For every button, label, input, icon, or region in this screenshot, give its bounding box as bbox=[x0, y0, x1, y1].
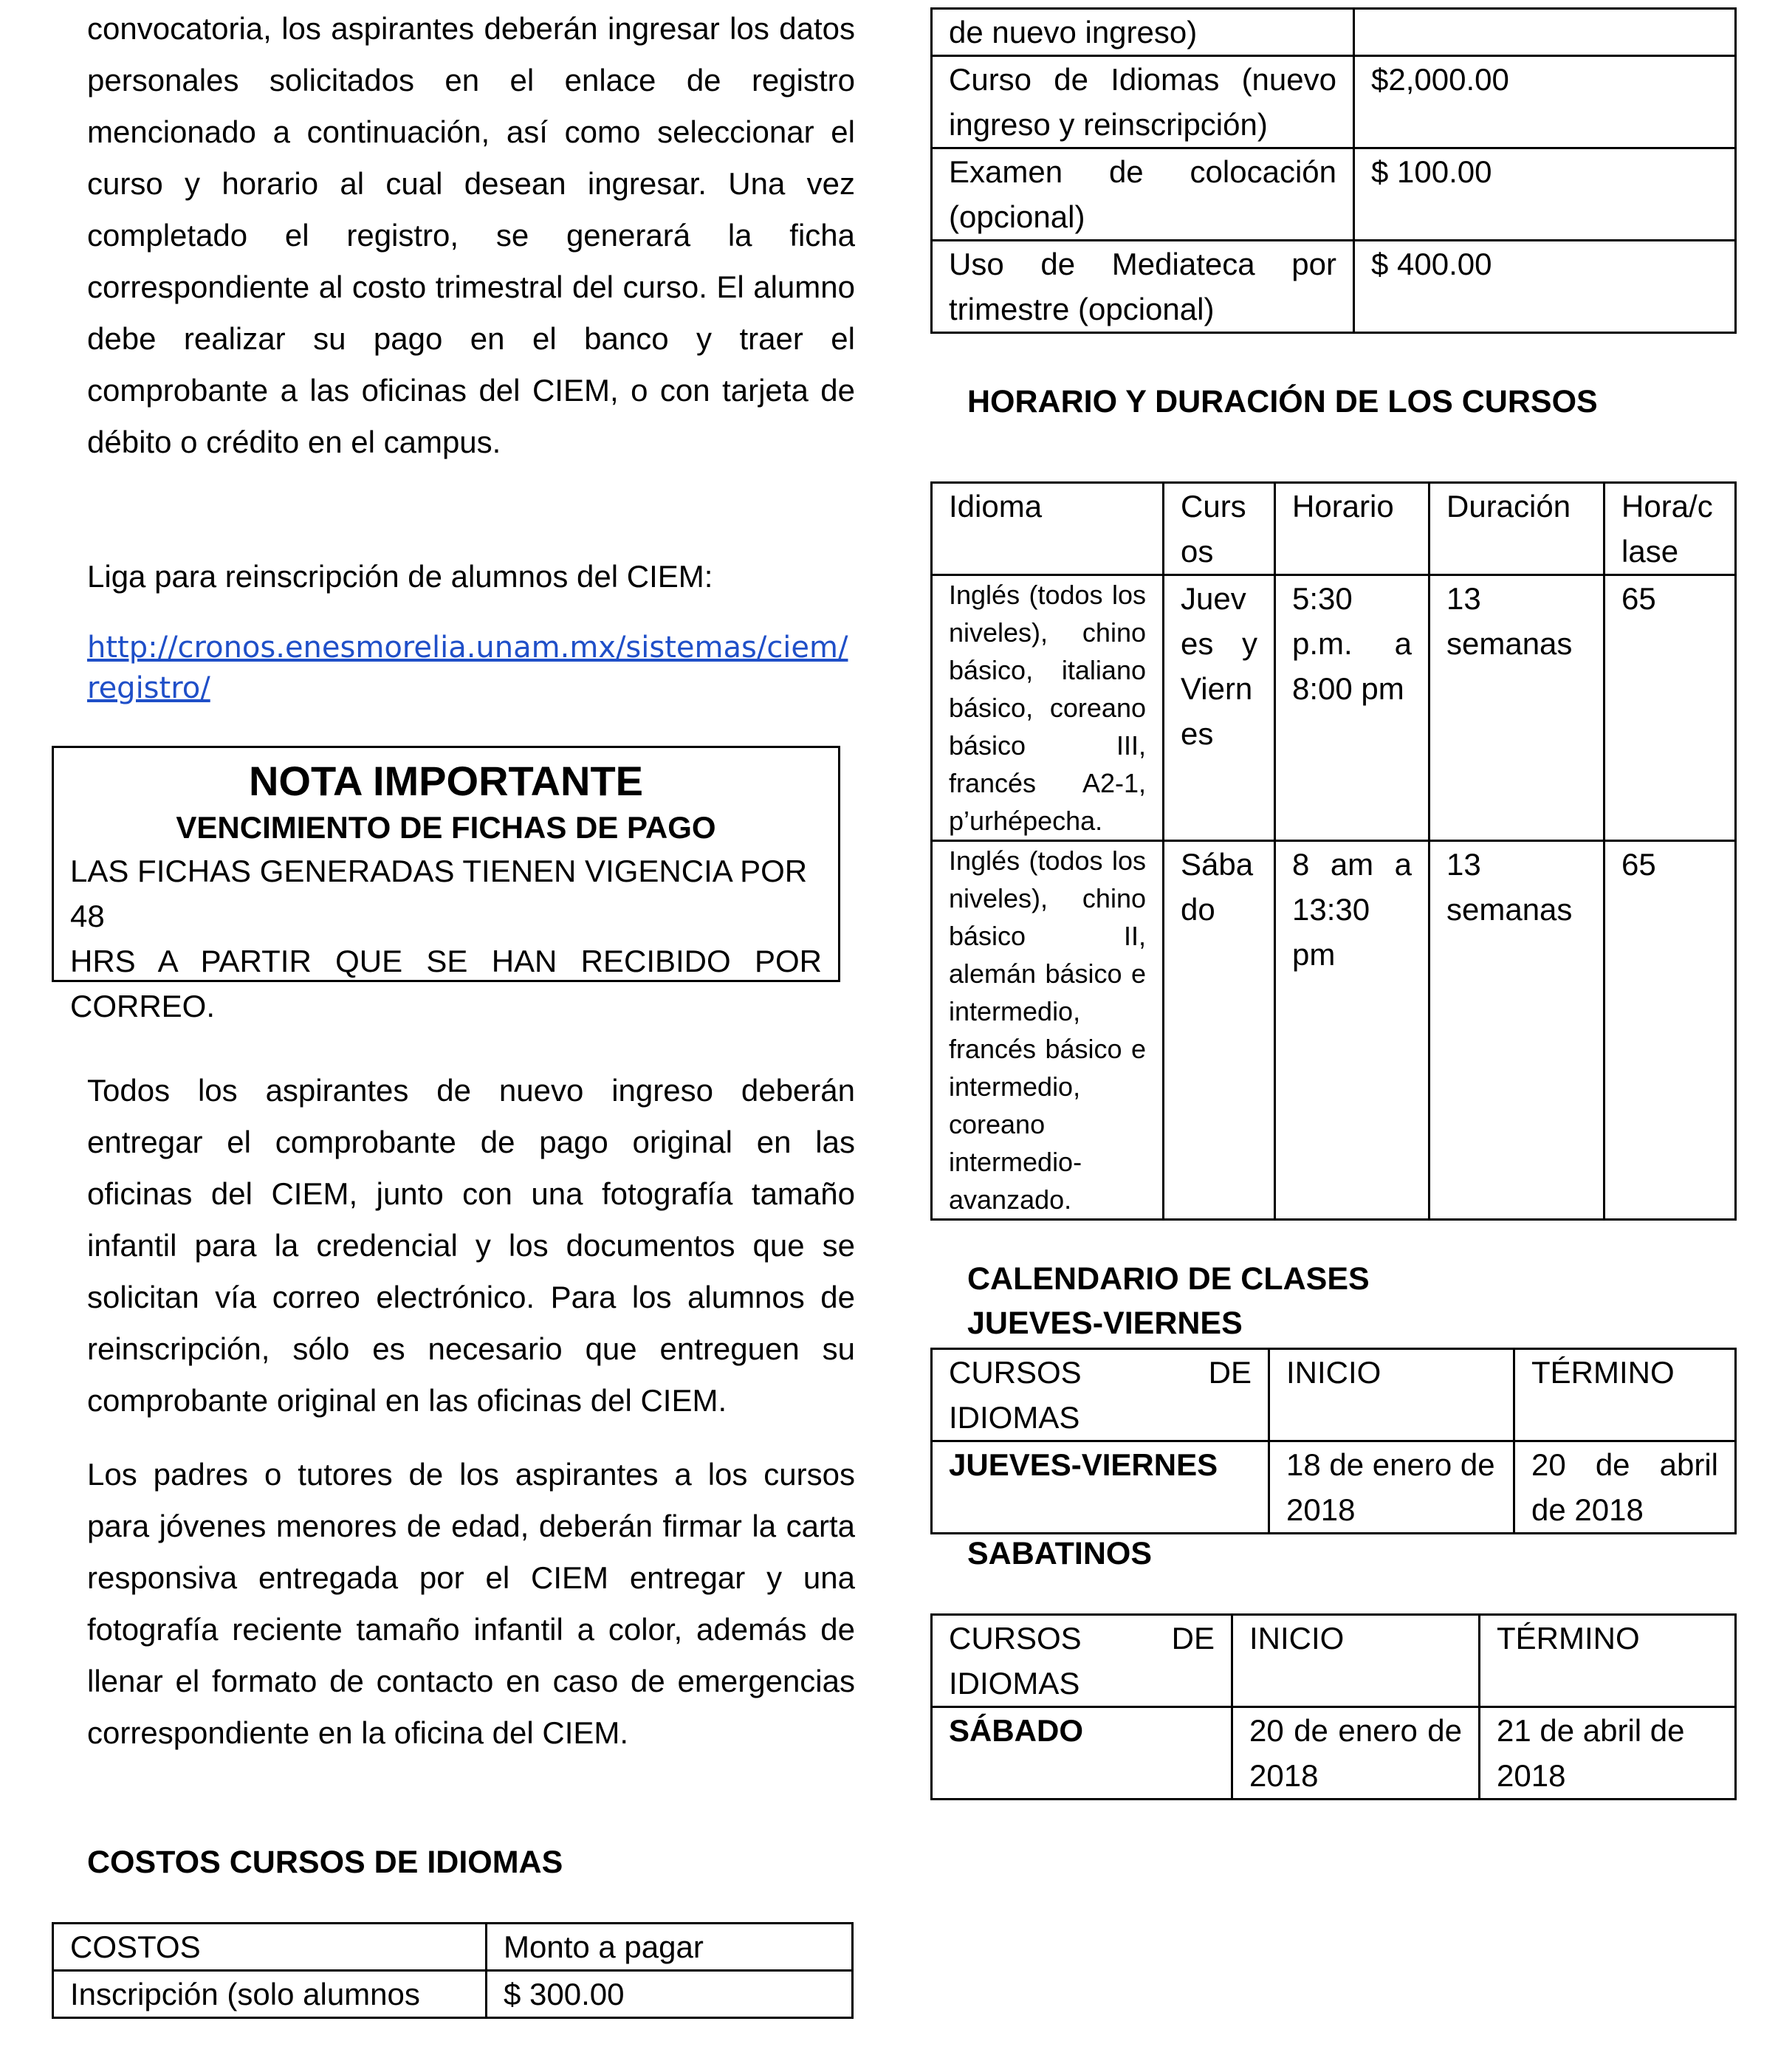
table-row bbox=[932, 1707, 1736, 1800]
schedule-cell: 13 semanas bbox=[1429, 841, 1604, 1220]
table-row bbox=[932, 841, 1736, 1220]
note-line-1: LAS FICHAS GENERADAS TIENEN VIGENCIA POR 48 bbox=[70, 854, 808, 933]
calendar-heading-line1: CALENDARIO DE CLASES bbox=[967, 1261, 1370, 1297]
guardians-paragraph: Los padres o tutores de los aspirantes a los cursos para jóvenes menores de edad, deberán firmar la carta responsiva entregada por el CIEM entregar y una fotografía reciente tamaño infantil a color, además de llenar el formato de contacto en caso de emergencias correspondiente en la oficina del CIEM. bbox=[87, 1457, 855, 1750]
schedule-header-language: Idioma bbox=[932, 483, 1164, 575]
link-label: Liga para reinscripción de alumnos del CIEM: bbox=[87, 559, 713, 594]
costs-cell: Examen de colocación (opcional) bbox=[932, 148, 1354, 241]
schedule-cell: 65 bbox=[1604, 841, 1736, 1220]
schedule-cell: Inglés (todos los niveles), chino básico II, alemán básico e intermedio, francés básico e intermedio, coreano intermedio-avanzado. bbox=[932, 841, 1164, 1220]
schedule-table bbox=[930, 481, 1737, 1221]
calendar-jv-table bbox=[930, 1348, 1737, 1534]
registration-link-line1[interactable]: http://cronos.enesmorelia.unam.mx/sistemas/ciem/ bbox=[87, 631, 848, 665]
schedule-header-duration: Duración bbox=[1429, 483, 1604, 575]
costs-header-concept: COSTOS bbox=[53, 1924, 487, 1971]
costs-cell: $2,000.00 bbox=[1354, 56, 1736, 148]
calendar-cell: 20 de abril de 2018 bbox=[1514, 1441, 1736, 1534]
important-note-box bbox=[52, 746, 840, 1023]
calendar-header-start: INICIO bbox=[1269, 1349, 1514, 1441]
schedule-cell: Inglés (todos los niveles), chino básico, italiano básico, coreano básico III, francés A2-1, p’urhépecha. bbox=[932, 575, 1164, 841]
schedule-cell: 65 bbox=[1604, 575, 1736, 841]
schedule-cell: Sábado bbox=[1164, 841, 1275, 1220]
note-title: NOTA IMPORTANTE bbox=[248, 758, 644, 804]
costs-cell: Curso de Idiomas (nuevo ingreso y reinscripción) bbox=[932, 56, 1354, 148]
costs-cell: Inscripción (solo alumnos bbox=[53, 1971, 487, 2018]
table-row bbox=[932, 483, 1736, 575]
table-row bbox=[53, 1971, 853, 2018]
schedule-cell: 13 semanas bbox=[1429, 575, 1604, 841]
table-row bbox=[932, 241, 1736, 333]
schedule-header-days: Curs os bbox=[1164, 483, 1275, 575]
table-row bbox=[932, 148, 1736, 241]
saturday-heading: SABATINOS bbox=[967, 1536, 1153, 1571]
calendar-heading-line2: JUEVES-VIERNES bbox=[967, 1306, 1243, 1341]
costs-cell bbox=[1354, 9, 1736, 56]
schedule-heading: HORARIO Y DURACIÓN DE LOS CURSOS bbox=[967, 384, 1598, 419]
schedule-cell: Jueves y Viernes bbox=[1164, 575, 1275, 841]
costs-heading: COSTOS CURSOS DE IDIOMAS bbox=[87, 1845, 563, 1880]
calendar-cell: 18 de enero de 2018 bbox=[1269, 1441, 1514, 1534]
note-subtitle: VENCIMIENTO DE FICHAS DE PAGO bbox=[176, 810, 716, 845]
calendar-cell: SÁBADO bbox=[932, 1707, 1232, 1800]
calendar-sat-table bbox=[930, 1613, 1737, 1800]
table-row bbox=[932, 9, 1736, 56]
table-row bbox=[932, 1349, 1736, 1441]
new-students-paragraph: Todos los aspirantes de nuevo ingreso deberán entregar el comprobante de pago original en las oficinas del CIEM, junto con una fotografía tamaño infantil para la credencial y los documentos que se solicitan vía correo electrónico. Para los alumnos de reinscripción, sólo es necesario que entreguen su comprobante original en las oficinas del CIEM. bbox=[87, 1073, 855, 1418]
table-row bbox=[932, 575, 1736, 841]
calendar-header-courses: CURSOS DE IDIOMAS bbox=[932, 1615, 1232, 1707]
calendar-header-start: INICIO bbox=[1232, 1615, 1480, 1707]
costs-table-continued bbox=[930, 7, 1737, 334]
table-row bbox=[932, 1615, 1736, 1707]
table-row bbox=[932, 1441, 1736, 1534]
costs-cell: $ 300.00 bbox=[487, 1971, 853, 2018]
registration-link-line2[interactable]: registro/ bbox=[87, 671, 210, 705]
calendar-header-courses: CURSOS DE IDIOMAS bbox=[932, 1349, 1269, 1441]
costs-cell: Uso de Mediateca por trimestre (opcional) bbox=[932, 241, 1354, 333]
table-row bbox=[932, 56, 1736, 148]
registration-link[interactable] bbox=[87, 628, 870, 709]
calendar-cell: 20 de enero de 2018 bbox=[1232, 1707, 1480, 1800]
schedule-cell: 8 am a 13:30 pm bbox=[1275, 841, 1429, 1220]
costs-cell: $ 100.00 bbox=[1354, 148, 1736, 241]
costs-header-amount: Monto a pagar bbox=[487, 1924, 853, 1971]
schedule-header-hours: Hora/c lase bbox=[1604, 483, 1736, 575]
note-line-2: HRS A PARTIR QUE SE HAN RECIBIDO POR bbox=[70, 944, 822, 978]
schedule-cell: 5:30 p.m. a 8:00 pm bbox=[1275, 575, 1429, 841]
calendar-header-end: TÉRMINO bbox=[1514, 1349, 1736, 1441]
calendar-cell: JUEVES-VIERNES bbox=[932, 1441, 1269, 1534]
costs-table bbox=[52, 1922, 854, 2019]
intro-paragraph: convocatoria, los aspirantes deberán ingresar los datos personales solicitados en el enlace de registro mencionado a continuación, así como seleccionar el curso y horario al cual desean ingresar. Una vez completado el registro, se generará la ficha correspondiente al costo trimestral del curso. El alumno debe realizar su pago en el banco y traer el comprobante a las oficinas del CIEM, o con tarjeta de débito o crédito en el campus. bbox=[87, 11, 855, 459]
calendar-cell: 21 de abril de 2018 bbox=[1480, 1707, 1736, 1800]
schedule-header-time: Horario bbox=[1275, 483, 1429, 575]
table-row bbox=[53, 1924, 853, 1971]
calendar-header-end: TÉRMINO bbox=[1480, 1615, 1736, 1707]
costs-cell: de nuevo ingreso) bbox=[932, 9, 1354, 56]
note-line-3: CORREO. bbox=[70, 989, 216, 1023]
costs-cell: $ 400.00 bbox=[1354, 241, 1736, 333]
calendar-heading bbox=[967, 1257, 1370, 1345]
